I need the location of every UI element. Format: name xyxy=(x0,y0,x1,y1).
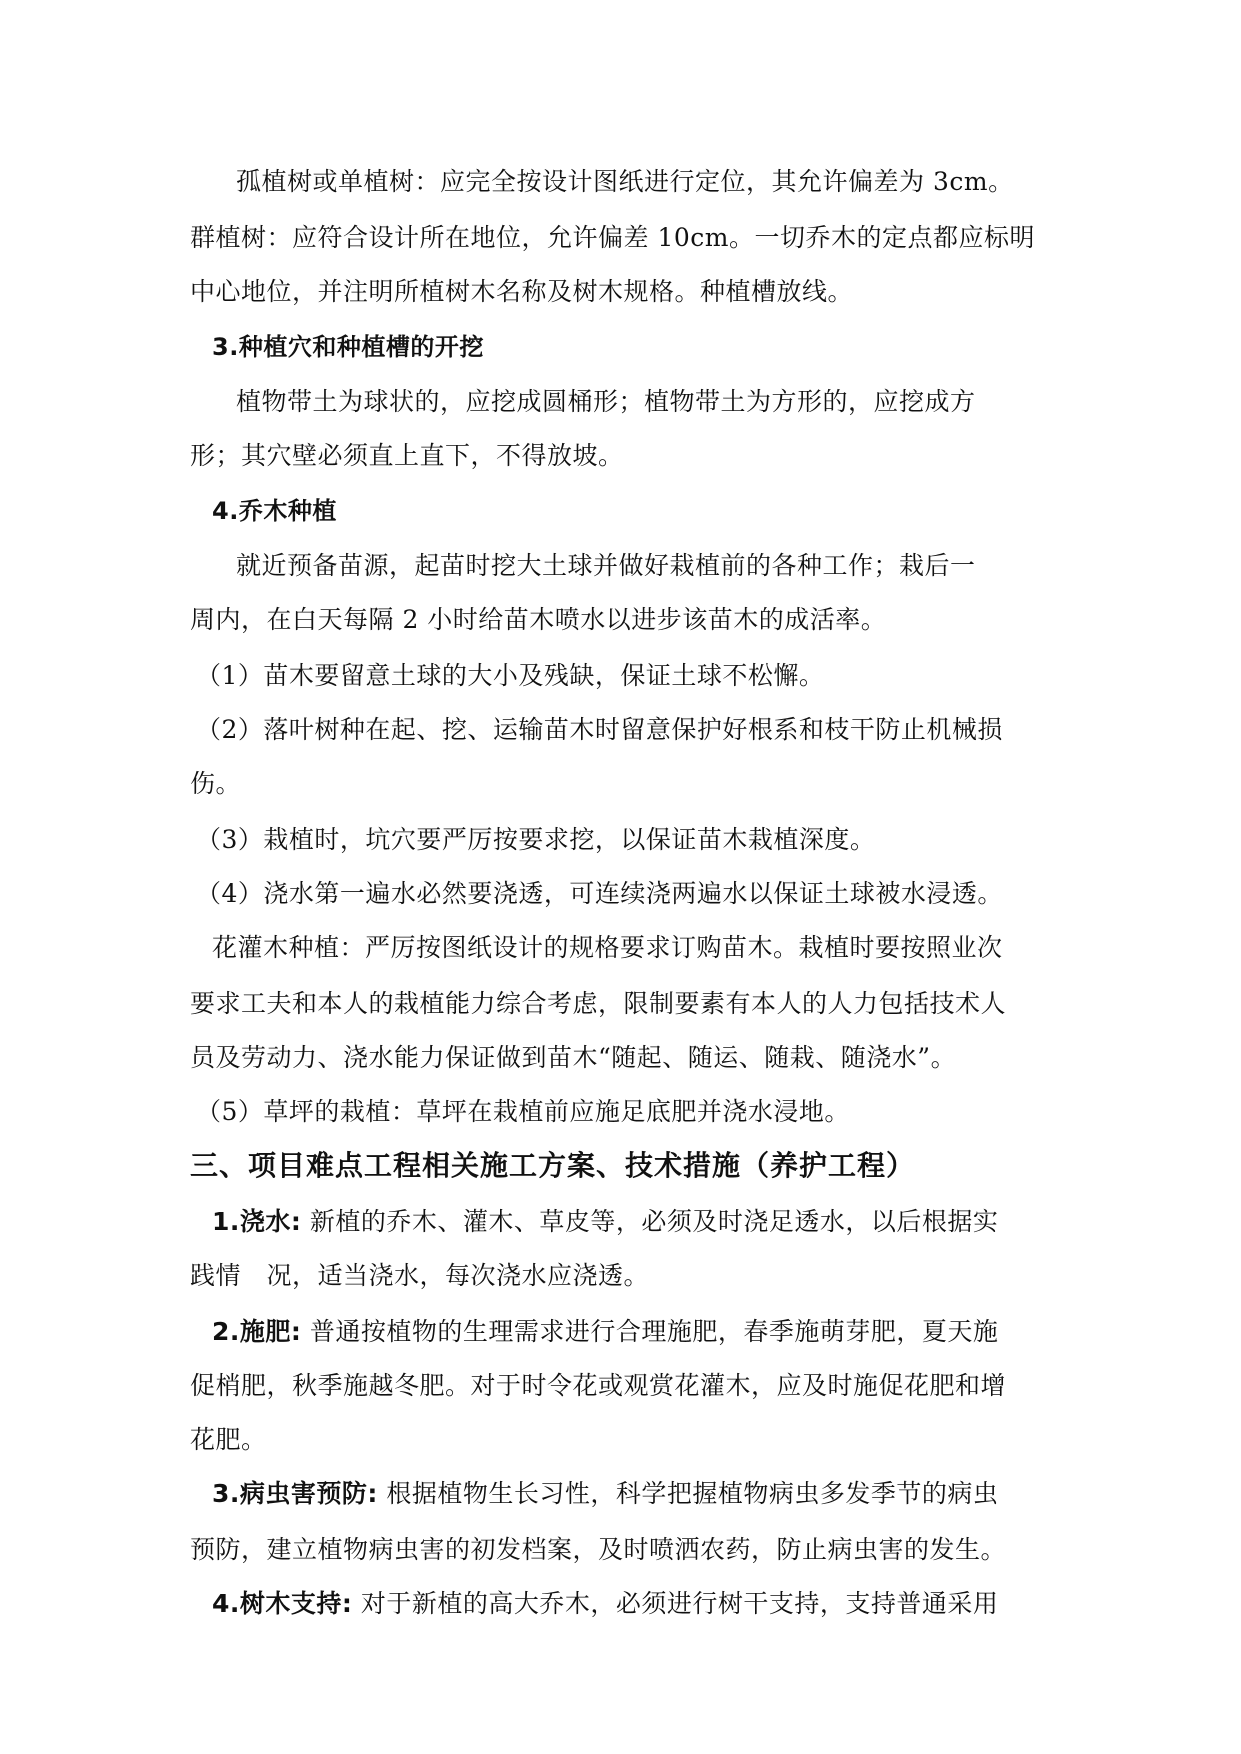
paragraph-line: 促梢肥，秋季施越冬肥。对于时令花或观赏花灌木，应及时施促花肥和增 xyxy=(190,1371,1007,1400)
section-item-1 xyxy=(212,1204,1112,1240)
paragraph-line: 花灌木种植：严厉按图纸设计的规格要求订购苗木。栽植时要按照业次 xyxy=(212,933,1003,962)
subheading-4: 4.乔木种植 xyxy=(212,497,337,525)
paragraph-line: 预防，建立植物病虫害的初发档案，及时喷洒农药，防止病虫害的发生。 xyxy=(190,1535,1007,1564)
paragraph-line: 践情 况，适当浇水，每次浇水应浇透。 xyxy=(190,1261,650,1290)
item-text: 普通按植物的生理需求进行合理施肥，春季施萌芽肥，夏天施 xyxy=(309,1317,999,1346)
list-item: （1）苗木要留意土球的大小及残缺，保证土球不松懈。 xyxy=(196,661,825,690)
item-label: 4.树木支持: xyxy=(212,1589,353,1618)
paragraph-line: 群植树：应符合设计所在地位，允许偏差 10cm。一切乔木的定点都应标明 xyxy=(190,223,1035,252)
list-item: （2）落叶树种在起、挖、运输苗木时留意保护好根系和枝干防止机械损 xyxy=(196,715,1003,744)
paragraph-line: 花肥。 xyxy=(190,1425,267,1454)
list-item-continuation: 伤。 xyxy=(190,769,242,798)
paragraph-line: 就近预备苗源，起苗时挖大土球并做好栽植前的各种工作；栽后一 xyxy=(236,551,976,580)
paragraph-line: 周内，在白天每隔 2 小时给苗木喷水以进步该苗木的成活率。 xyxy=(190,605,887,634)
list-item: （3）栽植时，坑穴要严厉按要求挖，以保证苗木栽植深度。 xyxy=(196,825,876,854)
paragraph-line: 形；其穴壁必须直上直下，不得放坡。 xyxy=(190,441,624,470)
list-item: （4）浇水第一遍水必然要浇透，可连续浇两遍水以保证土球被水浸透。 xyxy=(196,879,1003,908)
item-text: 对于新植的高大乔木，必须进行树干支持，支持普通采用 xyxy=(360,1589,999,1618)
paragraph-line: 孤植树或单植树：应完全按设计图纸进行定位，其允许偏差为 3cm。 xyxy=(236,167,1014,196)
paragraph-line: 员及劳动力、浇水能力保证做到苗木“随起、随运、随栽、随浇水”。 xyxy=(190,1043,957,1072)
item-label: 2.施肥: xyxy=(212,1317,302,1346)
section-title: 三、项目难点工程相关施工方案、技术措施（养护工程） xyxy=(190,1149,916,1182)
paragraph-line: 植物带土为球状的，应挖成圆桶形；植物带土为方形的，应挖成方 xyxy=(236,387,976,416)
section-item-3 xyxy=(212,1476,1112,1512)
item-label: 3.病虫害预防: xyxy=(212,1479,378,1508)
paragraph-line: 中心地位，并注明所植树木名称及树木规格。种植槽放线。 xyxy=(190,277,854,306)
list-item: （5）草坪的栽植：草坪在栽植前应施足底肥并浇水浸地。 xyxy=(196,1097,850,1126)
item-label: 1.浇水: xyxy=(212,1207,302,1236)
subheading-3: 3.种植穴和种植槽的开挖 xyxy=(212,333,484,361)
section-item-4 xyxy=(212,1586,1112,1622)
item-text: 新植的乔木、灌木、草皮等，必须及时浇足透水，以后根据实 xyxy=(309,1207,999,1236)
item-text: 根据植物生长习性，科学把握植物病虫多发季节的病虫 xyxy=(386,1479,999,1508)
paragraph-line: 要求工夫和本人的栽植能力综合考虑，限制要素有本人的人力包括技术人 xyxy=(190,989,1007,1018)
section-item-2 xyxy=(212,1314,1112,1350)
